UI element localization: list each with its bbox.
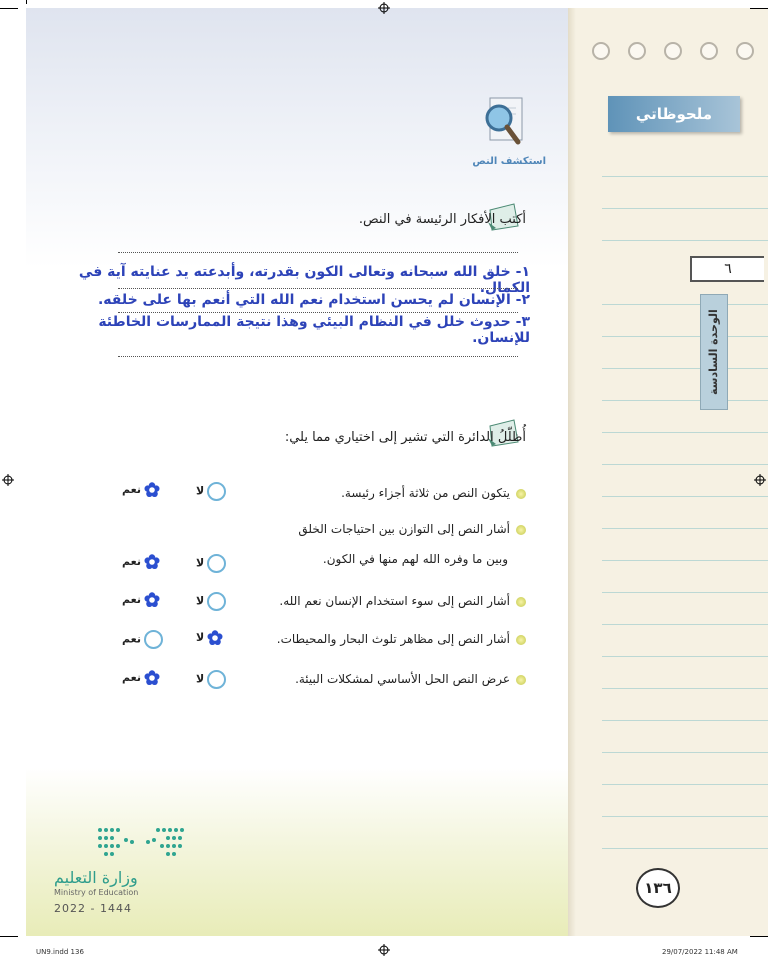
- option-yes[interactable]: نعم: [122, 482, 160, 498]
- binder-hole: [736, 42, 754, 60]
- page-number: ١٣٦: [636, 868, 680, 908]
- registration-mark-icon: [754, 474, 766, 486]
- ministry-logo-icon: [96, 824, 186, 864]
- answer-line-3: ٣- حدوث خلل في النظام البيئي وهذا نتيجة الممارسات الخاطئة للإنسان.: [98, 314, 530, 346]
- bullet-icon: [516, 597, 526, 607]
- binder-hole: [592, 42, 610, 60]
- magnifier-document-icon: [482, 96, 526, 150]
- registration-mark-icon: [378, 944, 390, 956]
- registration-mark-icon: [378, 2, 390, 14]
- note-line: [602, 304, 768, 305]
- edition-year: 2022 - 1444: [54, 902, 132, 915]
- option-no[interactable]: لا: [196, 554, 226, 573]
- statement-1: يتكون النص من ثلاثة أجزاء رئيسة.: [341, 486, 526, 500]
- ministry-name-english: Ministry of Education: [54, 888, 139, 897]
- option-no[interactable]: لا: [196, 670, 226, 689]
- q2-text: أُظلّلُ الدائرة التي تشير إلى اختياري مما يلي:: [284, 430, 526, 445]
- q1-text: أكتب الأفكار الرئيسة في النص.: [358, 212, 526, 227]
- ministry-name-arabic: وزارة التعليم: [54, 868, 138, 887]
- note-line: [602, 816, 768, 817]
- answer-line-2: ٢- الإنسان لم يحسن استخدام نعم الله التي أنعم بها على خلقه.: [97, 292, 530, 308]
- selected-flower-icon: [144, 670, 160, 686]
- note-line: [602, 336, 768, 337]
- explore-label: استكشف النص: [472, 156, 546, 167]
- notes-title: ملحوظاتي: [608, 96, 740, 132]
- option-no[interactable]: لا: [196, 482, 226, 501]
- note-line: [602, 528, 768, 529]
- note-line: [602, 432, 768, 433]
- bullet-icon: [516, 635, 526, 645]
- binder-hole: [628, 42, 646, 60]
- note-line: [602, 688, 768, 689]
- trim-mark: [750, 8, 768, 9]
- note-line: [602, 240, 768, 241]
- trim-mark: [0, 8, 18, 9]
- note-line: [602, 368, 768, 369]
- selected-flower-icon: [144, 482, 160, 498]
- registration-mark-icon: [2, 474, 14, 486]
- note-line: [602, 208, 768, 209]
- note-line: [602, 720, 768, 721]
- radio-empty-icon: [207, 482, 226, 501]
- statement-3: أشار النص إلى سوء استخدام الإنسان نعم الله.: [279, 594, 526, 608]
- trim-mark: [26, 0, 27, 4]
- radio-empty-icon: [144, 630, 163, 649]
- note-line: [602, 400, 768, 401]
- notes-panel: [568, 8, 768, 936]
- chapter-banner: [700, 294, 728, 410]
- note-line: [602, 464, 768, 465]
- note-line: [602, 848, 768, 849]
- trim-mark: [0, 936, 18, 937]
- option-yes[interactable]: نعم: [122, 592, 160, 608]
- note-line: [602, 176, 768, 177]
- footer-file: UN9.indd 136: [36, 948, 84, 956]
- statement-5: عرض النص الحل الأساسي لمشكلات البيئة.: [295, 672, 526, 686]
- chapter-number: ٦: [690, 256, 764, 282]
- footer-timestamp: 29/07/2022 11:48 AM: [662, 948, 738, 956]
- note-line: [602, 752, 768, 753]
- statement-2-continued: وبين ما وفره الله لهم منها في الكون.: [322, 552, 508, 566]
- trim-mark: [750, 936, 768, 937]
- radio-empty-icon: [207, 554, 226, 573]
- note-line: [602, 592, 768, 593]
- selected-flower-icon: [144, 592, 160, 608]
- binder-hole: [700, 42, 718, 60]
- radio-empty-icon: [207, 670, 226, 689]
- binder-hole: [664, 42, 682, 60]
- radio-empty-icon: [207, 592, 226, 611]
- option-yes[interactable]: نعم: [122, 630, 163, 649]
- statement-4: أشار النص إلى مظاهر تلوث البحار والمحيطات.: [277, 632, 526, 646]
- notes-edge: [568, 8, 576, 936]
- bullet-icon: [516, 525, 526, 535]
- dotted-line: [118, 312, 518, 313]
- note-line: [602, 496, 768, 497]
- dotted-line: [118, 252, 518, 253]
- bullet-icon: [516, 489, 526, 499]
- bullet-icon: [516, 675, 526, 685]
- note-line: [602, 560, 768, 561]
- note-line: [602, 624, 768, 625]
- dotted-line: [118, 288, 518, 289]
- note-line: [602, 784, 768, 785]
- option-yes[interactable]: نعم: [122, 554, 160, 570]
- option-no[interactable]: لا: [196, 592, 226, 611]
- selected-flower-icon: [144, 554, 160, 570]
- statement-2: أشار النص إلى التوازن بين احتياجات الخلق: [298, 522, 526, 536]
- answer-line-1: ١- خلق الله سبحانه وتعالى الكون بقدرته، وأبدعته يد عنايته آية في الكمال.: [78, 264, 530, 296]
- option-yes[interactable]: نعم: [122, 670, 160, 686]
- option-no[interactable]: لا: [196, 630, 223, 646]
- note-line: [602, 656, 768, 657]
- selected-flower-icon: [207, 630, 223, 646]
- dotted-line: [118, 356, 518, 357]
- chapter-name: الوحدة السادسة: [707, 309, 720, 395]
